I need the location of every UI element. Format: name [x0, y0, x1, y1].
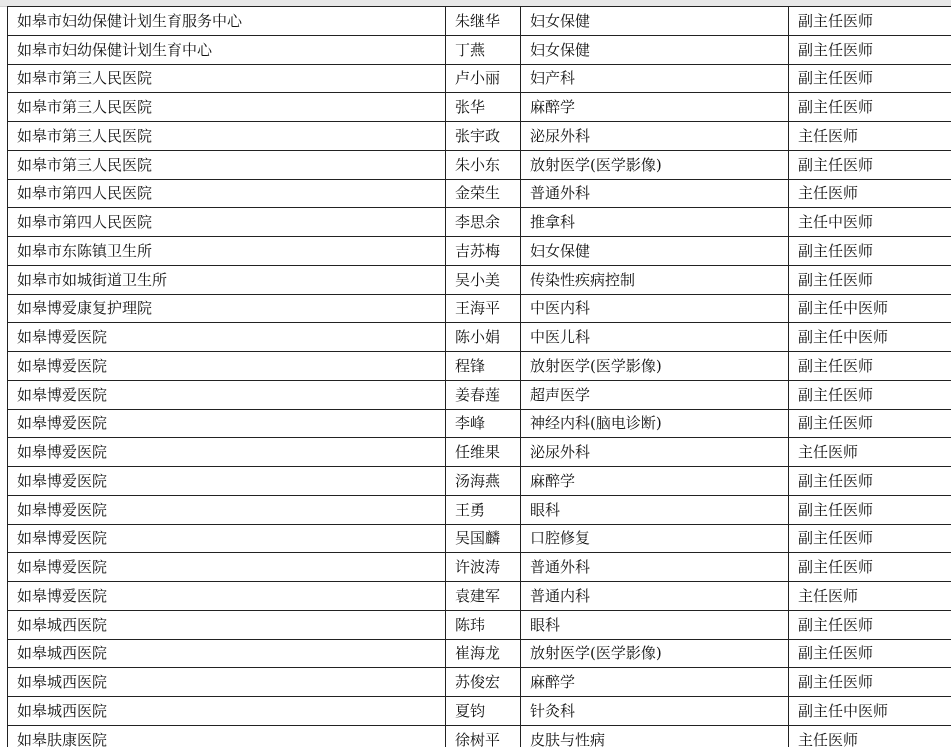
title-cell: 主任医师 [789, 438, 951, 467]
table-row [8, 582, 951, 611]
title-cell: 主任医师 [789, 122, 951, 151]
name-cell: 苏俊宏 [446, 668, 521, 697]
specialty-cell: 针灸科 [521, 697, 789, 726]
table-row [8, 380, 951, 409]
institution-cell: 如皋博爱医院 [8, 524, 446, 553]
specialty-cell: 眼科 [521, 610, 789, 639]
specialty-cell: 麻醉学 [521, 668, 789, 697]
table-row [8, 35, 951, 64]
specialty-cell: 普通外科 [521, 553, 789, 582]
table-row [8, 7, 951, 36]
table-row [8, 64, 951, 93]
specialty-cell: 超声医学 [521, 380, 789, 409]
institution-cell: 如皋市东陈镇卫生所 [8, 237, 446, 266]
title-cell: 副主任医师 [789, 93, 951, 122]
table-row [8, 438, 951, 467]
institution-cell: 如皋博爱医院 [8, 352, 446, 381]
name-cell: 姜春莲 [446, 380, 521, 409]
institution-cell: 如皋市第三人民医院 [8, 64, 446, 93]
name-cell: 张华 [446, 93, 521, 122]
name-cell: 李峰 [446, 409, 521, 438]
title-cell: 副主任医师 [789, 409, 951, 438]
name-cell: 夏钧 [446, 697, 521, 726]
title-cell: 主任医师 [789, 582, 951, 611]
name-cell: 袁建军 [446, 582, 521, 611]
specialty-cell: 普通外科 [521, 179, 789, 208]
institution-cell: 如皋博爱医院 [8, 323, 446, 352]
title-cell: 副主任医师 [789, 64, 951, 93]
table-row [8, 150, 951, 179]
institution-cell: 如皋城西医院 [8, 668, 446, 697]
table-row [8, 208, 951, 237]
institution-cell: 如皋城西医院 [8, 639, 446, 668]
institution-cell: 如皋博爱医院 [8, 495, 446, 524]
table-row [8, 93, 951, 122]
name-cell: 吴国麟 [446, 524, 521, 553]
institution-cell: 如皋博爱医院 [8, 438, 446, 467]
specialty-cell: 妇产科 [521, 64, 789, 93]
title-cell: 副主任医师 [789, 467, 951, 496]
name-cell: 陈小娟 [446, 323, 521, 352]
specialty-cell: 普通内科 [521, 582, 789, 611]
specialty-cell: 麻醉学 [521, 467, 789, 496]
table-row [8, 179, 951, 208]
institution-cell: 如皋市如城街道卫生所 [8, 265, 446, 294]
title-cell: 副主任医师 [789, 639, 951, 668]
specialty-cell: 皮肤与性病 [521, 725, 789, 747]
specialty-cell: 传染性疾病控制 [521, 265, 789, 294]
table-row [8, 668, 951, 697]
name-cell: 陈玮 [446, 610, 521, 639]
physician-roster-table [7, 6, 951, 747]
institution-cell: 如皋市第四人民医院 [8, 179, 446, 208]
title-cell: 副主任医师 [789, 150, 951, 179]
name-cell: 许波涛 [446, 553, 521, 582]
name-cell: 朱继华 [446, 7, 521, 36]
table-row [8, 122, 951, 151]
roster-body [8, 7, 951, 747]
specialty-cell: 神经内科(脑电诊断) [521, 409, 789, 438]
institution-cell: 如皋城西医院 [8, 697, 446, 726]
title-cell: 副主任医师 [789, 352, 951, 381]
name-cell: 张宇政 [446, 122, 521, 151]
title-cell: 副主任医师 [789, 553, 951, 582]
title-cell: 副主任医师 [789, 237, 951, 266]
table-row [8, 725, 951, 747]
name-cell: 王海平 [446, 294, 521, 323]
table-row [8, 237, 951, 266]
table-row [8, 294, 951, 323]
institution-cell: 如皋城西医院 [8, 610, 446, 639]
institution-cell: 如皋市第三人民医院 [8, 93, 446, 122]
name-cell: 徐树平 [446, 725, 521, 747]
name-cell: 程锋 [446, 352, 521, 381]
table-row [8, 323, 951, 352]
title-cell: 副主任中医师 [789, 697, 951, 726]
table-row [8, 697, 951, 726]
institution-cell: 如皋博爱医院 [8, 409, 446, 438]
table-row [8, 639, 951, 668]
table-row [8, 553, 951, 582]
name-cell: 吴小美 [446, 265, 521, 294]
name-cell: 吉苏梅 [446, 237, 521, 266]
specialty-cell: 泌尿外科 [521, 438, 789, 467]
title-cell: 主任中医师 [789, 208, 951, 237]
institution-cell: 如皋博爱医院 [8, 553, 446, 582]
name-cell: 李思余 [446, 208, 521, 237]
table-row [8, 495, 951, 524]
title-cell: 副主任医师 [789, 524, 951, 553]
title-cell: 副主任医师 [789, 668, 951, 697]
name-cell: 朱小东 [446, 150, 521, 179]
specialty-cell: 口腔修复 [521, 524, 789, 553]
table-row [8, 352, 951, 381]
name-cell: 金荣生 [446, 179, 521, 208]
institution-cell: 如皋博爱医院 [8, 582, 446, 611]
title-cell: 副主任医师 [789, 495, 951, 524]
table-row [8, 409, 951, 438]
specialty-cell: 放射医学(医学影像) [521, 639, 789, 668]
specialty-cell: 妇女保健 [521, 7, 789, 36]
specialty-cell: 妇女保健 [521, 35, 789, 64]
institution-cell: 如皋市第三人民医院 [8, 150, 446, 179]
specialty-cell: 放射医学(医学影像) [521, 150, 789, 179]
name-cell: 汤海燕 [446, 467, 521, 496]
specialty-cell: 中医儿科 [521, 323, 789, 352]
title-cell: 副主任医师 [789, 35, 951, 64]
name-cell: 丁燕 [446, 35, 521, 64]
title-cell: 副主任医师 [789, 380, 951, 409]
specialty-cell: 泌尿外科 [521, 122, 789, 151]
institution-cell: 如皋市妇幼保健计划生育服务中心 [8, 7, 446, 36]
table-row [8, 467, 951, 496]
specialty-cell: 眼科 [521, 495, 789, 524]
name-cell: 崔海龙 [446, 639, 521, 668]
specialty-cell: 中医内科 [521, 294, 789, 323]
specialty-cell: 妇女保健 [521, 237, 789, 266]
title-cell: 主任医师 [789, 179, 951, 208]
institution-cell: 如皋肤康医院 [8, 725, 446, 747]
institution-cell: 如皋博爱医院 [8, 467, 446, 496]
name-cell: 任维果 [446, 438, 521, 467]
institution-cell: 如皋博爱医院 [8, 380, 446, 409]
table-row [8, 265, 951, 294]
institution-cell: 如皋市第三人民医院 [8, 122, 446, 151]
title-cell: 副主任中医师 [789, 294, 951, 323]
institution-cell: 如皋市妇幼保健计划生育中心 [8, 35, 446, 64]
title-cell: 副主任医师 [789, 610, 951, 639]
table-row [8, 610, 951, 639]
institution-cell: 如皋市第四人民医院 [8, 208, 446, 237]
specialty-cell: 推拿科 [521, 208, 789, 237]
title-cell: 副主任医师 [789, 265, 951, 294]
specialty-cell: 麻醉学 [521, 93, 789, 122]
institution-cell: 如皋博爱康复护理院 [8, 294, 446, 323]
title-cell: 副主任医师 [789, 7, 951, 36]
name-cell: 卢小丽 [446, 64, 521, 93]
title-cell: 主任医师 [789, 725, 951, 747]
name-cell: 王勇 [446, 495, 521, 524]
table-row [8, 524, 951, 553]
title-cell: 副主任中医师 [789, 323, 951, 352]
specialty-cell: 放射医学(医学影像) [521, 352, 789, 381]
